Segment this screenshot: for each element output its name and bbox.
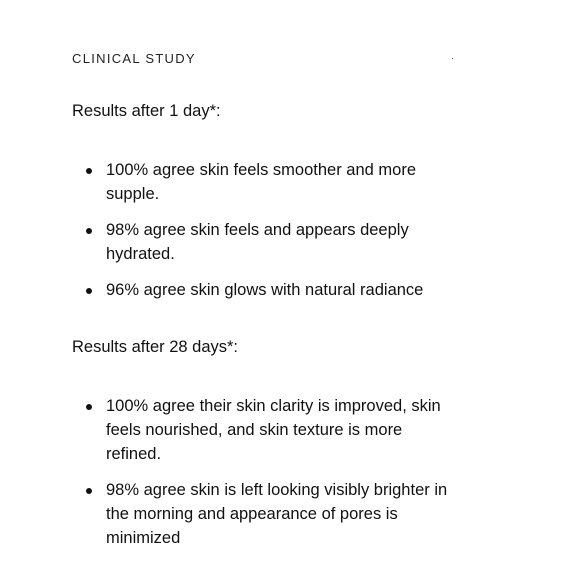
list-item <box>0 278 466 302</box>
list-item <box>0 478 468 550</box>
bullet-icon <box>86 168 92 174</box>
section-title-28-days: Results after 28 days*: <box>72 338 238 356</box>
results-list-28-days <box>0 394 480 562</box>
section-title-1-day: Results after 1 day*: <box>72 102 221 120</box>
result-text: 98% agree skin is left looking visibly brighter in the morning and appearance of pores is minimized <box>106 481 448 547</box>
results-list-1-day <box>0 158 480 314</box>
result-text: 100% agree their skin clarity is improved, skin feels nourished, and skin texture is more refined. <box>106 397 441 463</box>
list-item <box>0 218 426 266</box>
list-item <box>0 394 461 466</box>
bullet-icon <box>86 404 92 410</box>
bullet-icon <box>86 228 92 234</box>
result-text: 96% agree skin glows with natural radiance <box>106 281 424 299</box>
bullet-icon <box>86 288 92 294</box>
result-text: 100% agree skin feels smoother and more supple. <box>106 161 417 203</box>
decorative-dot <box>452 58 453 59</box>
result-text: 98% agree skin feels and appears deeply hydrated. <box>106 221 409 263</box>
clinical-study-heading: CLINICAL STUDY <box>72 51 196 66</box>
list-item <box>0 158 436 206</box>
bullet-icon <box>86 488 92 494</box>
